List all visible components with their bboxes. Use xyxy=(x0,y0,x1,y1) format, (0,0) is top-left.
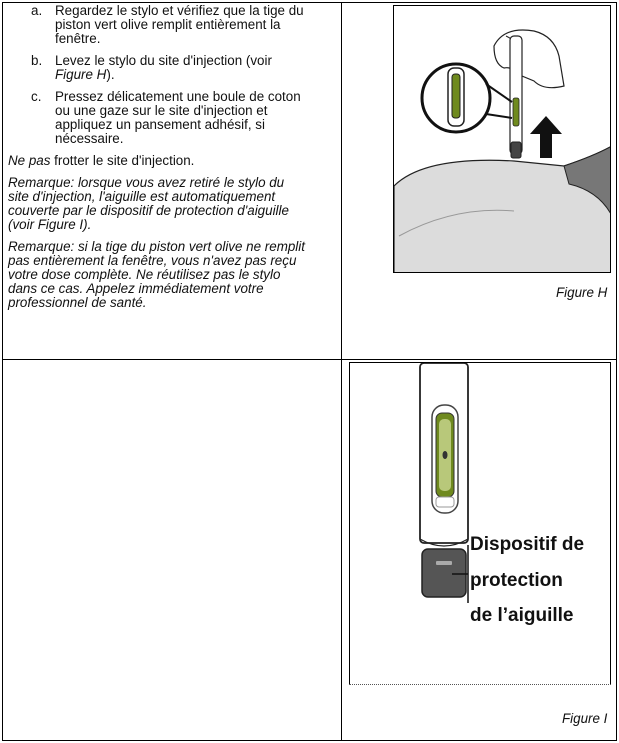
up-arrow-icon xyxy=(530,116,562,158)
figure-i-bottom-edge xyxy=(349,684,611,685)
magnifier-pointer-2 xyxy=(486,114,512,118)
needle-slot xyxy=(436,561,452,565)
pen-window xyxy=(513,98,519,126)
needle-cover xyxy=(511,142,521,158)
step-c xyxy=(6,90,334,146)
step-label: c. xyxy=(31,89,42,104)
needle-cover-drawing xyxy=(350,363,611,684)
column-divider xyxy=(341,3,342,740)
callout-line-1: Dispositif de xyxy=(470,534,585,555)
figure-h-illustration xyxy=(393,5,611,273)
step-a xyxy=(6,4,334,46)
figure-h-caption: Figure H xyxy=(556,285,608,300)
remark-needle-cover: Remarque: lorsque vous avez retiré le stylo du site d'injection, l'aiguille est automatiquement couverte par le dispositif de protection d'aiguille (voir Figure I). xyxy=(8,175,289,232)
step-text: Pressez délicatement une boule de coton ou une gaze sur le site d'injection et appliquez un pansement adhésif, si nécessaire. xyxy=(55,89,301,146)
figure-i-caption: Figure I xyxy=(562,711,608,726)
step-b xyxy=(6,54,334,82)
callout-line-3: de l’aiguille xyxy=(470,605,574,626)
callout-line-2: protection xyxy=(470,570,563,591)
step-label: b. xyxy=(31,53,43,68)
pen-body xyxy=(510,36,522,154)
no-rub-note: Ne pas frotter le site d'injection. xyxy=(8,153,195,168)
step-text: Levez le stylo du site d'injection (voir Figure H). xyxy=(55,53,272,82)
figure-i-illustration xyxy=(349,362,611,684)
instructions-cell xyxy=(6,4,334,318)
step-list xyxy=(6,4,334,146)
remark-incomplete-dose: Remarque: si la tige du piston vert olive ne remplit pas entièrement la fenêtre, vous n'avez pas reçu votre dose complète. Ne réutilisez pas le stylo dans ce cas. Appelez immédiatement votre professionnel de santé. xyxy=(8,239,305,310)
plunger-mark xyxy=(443,451,448,459)
zoom-plunger xyxy=(452,74,460,118)
needle-cover xyxy=(422,549,466,597)
row-divider xyxy=(3,359,616,360)
hand-shape xyxy=(494,30,564,88)
step-label: a. xyxy=(31,3,43,18)
step-text: Regardez le stylo et vérifiez que la tige du piston vert olive remplit entièrement la fenêtre. xyxy=(55,3,304,46)
pen-removal-drawing xyxy=(394,6,611,273)
window-base xyxy=(436,497,454,507)
